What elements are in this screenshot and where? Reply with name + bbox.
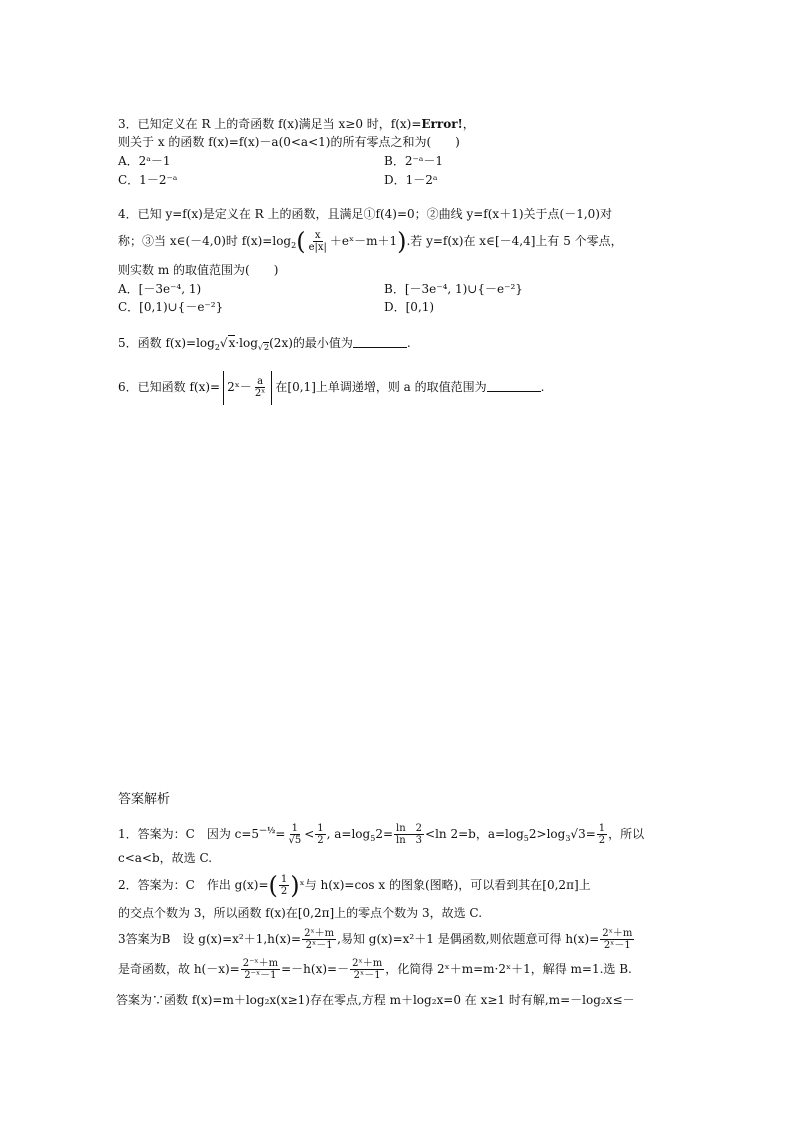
a3-frac3 [241,958,280,981]
a2-text-b: ˣ与 h(x)=cos x 的图象(图略)，可以看到其在[0,2π]上 [299,878,591,892]
a1-sub-a: 5 [370,834,376,843]
q4-line3: 则实数 m 的取值范围为( ) [118,263,279,277]
a2-frac [279,874,289,897]
a1-text-c: 2= [375,827,394,841]
q4-right-paren: ) [397,227,407,256]
q6-line [118,370,544,405]
q4-fraction [307,230,329,253]
answer-2-line1 [118,872,591,899]
q6-text-cont: 在[0,1]上单调递增，则 a 的取值范围为 [275,380,487,394]
q3-error-text: Error! [421,117,463,131]
q6-answer-blank[interactable] [487,380,541,392]
a3-text: 3答案为B 设 g(x)=x²＋1,h(x)= [118,932,302,946]
a1-frac3-den: ln 3 [396,835,423,846]
answer-1-line2: c<a<b，故选 C. [118,851,213,865]
a1-frac3 [394,823,424,846]
a3-line2-b: =－h(x)=－ [281,962,350,976]
q4-expr: ＋eˣ－m＋1 [329,234,398,248]
a1-text-b: , a=log [326,827,371,841]
a2-right-paren: ) [290,871,300,900]
q6-fraction [253,376,268,399]
q4-option-a: A．[－3e⁻⁴, 1) [118,282,202,296]
q6-text: 6．已知函数 f(x)= [118,380,221,394]
q4-text-cont: .若 y=f(x)在 x∈[－4,4]上有 5 个零点， [406,234,623,248]
a1-text-d: <ln 2=b，a=log [425,827,524,841]
q3-text-end: ， [462,117,475,131]
a1-text-e: 2>log [528,827,566,841]
a3-frac2-num: 2ˣ＋m [602,928,633,939]
answer-1-line1 [118,818,644,851]
answer-3-line1 [118,926,635,952]
q4-text: 称；③当 x∈(－4,0)时 f(x)=log [118,234,292,248]
a1-frac2 [315,823,325,846]
a3-frac2 [600,928,634,951]
q6-frac-num: a [257,376,264,387]
q3-option-c: C．1－2⁻ᵃ [118,173,178,187]
q4-option-b: B．[－3e⁻⁴, 1)∪{－e⁻²} [384,282,523,296]
answer-3-line2 [118,956,632,982]
a1-frac2-num: 1 [317,823,324,834]
a2-frac-den: 2 [280,886,288,897]
q3-line2: 则关于 x 的函数 f(x)=f(x)－a(0<a<1)的所有零点之和为( ) [118,135,460,149]
a1-frac4-num: 1 [598,823,606,834]
answer-4-line1: 答案为∵函数 f(x)=m＋log₂x(x≥1)存在零点,方程 m＋log₂x=0 在 x≥1 时有解,m=－log₂x≤－ [116,993,635,1007]
a1-text-g: ，所以 [608,827,645,841]
q3-option-d: D．1－2ᵃ [384,173,438,187]
q3-line1 [118,116,475,132]
a3-frac1-den: 2ˣ－1 [305,940,333,951]
a1-sub-c: 3 [565,834,571,843]
q5-sqrt-x: x [228,336,236,350]
a3-frac4-num: 2ˣ＋m [352,958,383,969]
q5-answer-blank[interactable] [353,336,407,348]
a3-frac3-den: 2⁻ˣ－1 [244,970,277,981]
a3-frac3-num: 2⁻ˣ＋m [242,958,279,969]
a2-frac-num: 1 [280,874,288,885]
q4-log-base: 2 [291,241,297,250]
a1-frac1-den: √5 [288,835,302,846]
q5-text-log: ·log [235,336,258,350]
a3-text-b: ,易知 g(x)=x²＋1 是偶函数,则依题意可得 h(x)= [337,932,600,946]
a1-text: 1．答案为：C 因为 c=5 [118,827,260,841]
a3-line2-c: ，化简得 2ˣ＋m=m·2ˣ＋1，解得 m=1.选 B. [385,962,632,976]
a1-frac3-num: ln 2 [396,823,423,834]
a1-lt: < [304,827,315,841]
q5-text-cont: (2x)的最小值为 [269,336,353,350]
q4-frac-num: x [314,230,321,241]
a1-exponent: －½ [259,825,276,835]
q6-abs-left [223,371,224,405]
q4-option-c: C．[0,1)∪{－e⁻²} [118,300,224,314]
a1-frac1-num: 1 [291,823,298,834]
q4-line1: 4．已知 y=f(x)是定义在 R 上的函数，且满足①f(4)=0；②曲线 y=f(x＋1)关于点(－1,0)对 [118,207,612,221]
q3-option-a: A．2ᵃ－1 [118,154,171,168]
q4-line2 [118,226,623,261]
a1-frac4-den: 2 [598,835,606,846]
q5-text: 5．函数 f(x)=log [118,336,215,350]
a3-line2-text: 是奇函数，故 h(－x)= [118,962,240,976]
a1-eq: = [275,827,286,841]
a1-text-f: √3= [570,827,596,841]
q5-sqrt-base: 2 [264,343,270,352]
q5-period: . [406,336,411,350]
a2-text: 2．答案为：C 作出 g(x)= [118,878,269,892]
answers-heading: 答案解析 [118,792,171,807]
q6-period: . [540,380,545,394]
q6-frac-den: 2ˣ [254,388,266,399]
a2-left-paren: ( [268,871,278,900]
a3-frac4 [350,958,384,981]
a1-frac1 [286,823,303,846]
a3-frac2-den: 2ˣ－1 [603,940,631,951]
a3-frac1 [302,928,336,951]
q5-line: 5．函数 $f(x)=\log_2√x\cdot\log_{√2}(2x)$的最小值为 . [118,336,411,352]
q3-option-b: B．2⁻ᵃ－1 [384,154,444,168]
a3-frac1-num: 2ˣ＋m [304,928,335,939]
q4-option-d: D．[0,1) [384,300,435,314]
q6-abs-right [271,371,272,405]
q6-expr: 2ˣ－ [227,380,252,394]
q5-log-base: 2 [214,343,220,352]
q4-frac-den: e|x| [308,242,327,253]
answer-2-line2: 的交点个数为 3，所以函数 f(x)在[0,2π]上的零点个数为 3，故选 C. [118,906,483,920]
q3-text: 3．已知定义在 R 上的奇函数 f(x)满足当 x≥0 时，f(x)= [118,117,422,131]
a1-frac2-den: 2 [317,835,324,846]
q4-left-paren: ( [296,227,306,256]
a1-frac4 [597,823,607,846]
a3-frac4-den: 2ˣ－1 [353,970,381,981]
a1-sub-b: 5 [523,834,529,843]
